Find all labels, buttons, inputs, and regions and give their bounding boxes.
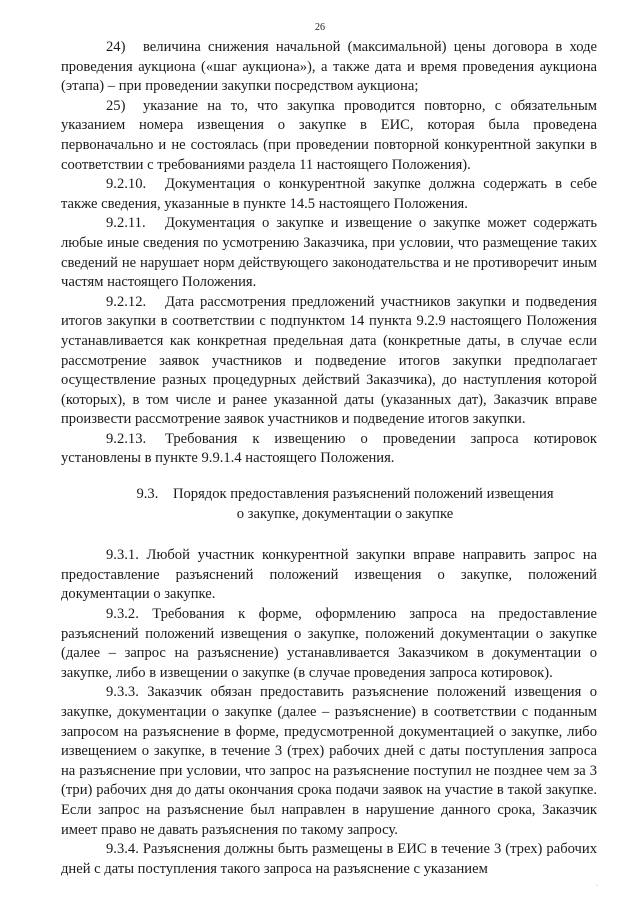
clause-9-2-13	[61, 430, 597, 469]
clause-text: Требования к извещению о проведении запроса котировок установлены в пункте 9.9.1.4 настоящего Положения.	[61, 430, 597, 467]
item-number: 24)	[106, 39, 126, 55]
list-item-24	[61, 38, 597, 97]
clause-number: 9.2.10.	[106, 176, 147, 193]
item-text: величина снижения начальной (максимальной) цены договора в ходе проведения аукциона («шаг аукциона»), а также дата и время проведения аукциона (этапа) – при проведении закупки посредством аукциона;	[61, 39, 597, 95]
clause-number: 9.2.11.	[106, 215, 146, 232]
clause-text: Документация о конкурентной закупке должна содержать в себе также сведения, указанные в пункте 14.5 настоящего Положения.	[61, 176, 597, 212]
clause-9-2-11	[61, 214, 597, 292]
item-number: 25)	[106, 97, 126, 114]
document-body	[61, 38, 597, 879]
clause-9-3-2: 9.3.2. Требования к форме, оформлению запроса на предоставление разъяснений положений извещения о закупке, положений документации о закупке (далее – запрос на разъяснение) устанавливается Заказчиком в документации о закупке, либо в извещении о закупке (в случае проведения запроса котировок).	[61, 606, 597, 681]
clause-9-3-3: 9.3.3. Заказчик обязан предоставить разъяснение положений извещения о закупке, документации о закупке (далее – разъяснение) в соответствии с поданным запросом на разъяснение в форме, предусмотренной документацией о закупке, либо извещением о закупке, в течение 3 (трех) рабочих дней с даты поступления запроса на разъяснение при условии, что запрос на разъяснение поступил не позднее чем за 3 (три) рабочих дня до даты окончания срока подачи заявок на участие в такой закупке. Если запрос на разъяснение был направлен в нарушение данного срока, Заказчик имеет право не давать разъяснения по такому запросу.	[61, 684, 597, 838]
clause-9-2-10	[61, 175, 597, 214]
clause-number: 9.2.12.	[106, 293, 147, 310]
clause-9-3-1: 9.3.1. Любой участник конкурентной закупки вправе направить запрос на предоставление разъяснений положений извещения о закупке, положений документации о закупке.	[61, 547, 597, 603]
clause-9-2-12	[61, 293, 597, 430]
clause-text: Дата рассмотрения предложений участников закупки и подведения итогов закупки в соответствии с подпунктом 14 пункта 9.2.9 настоящего Положения устанавливается как конкретная предельная дата (конкретные даты, в случае если рассмотрение заявок участников и подведение итогов закупки предполагает осуществление разных процедурных действий Заказчика), до наступления которой (которых), в том числе и ранее указанной даты (указанных дат), Заказчик вправе произвести рассмотрение заявок участников и подведение итогов закупки.	[61, 293, 597, 428]
item-text: указание на то, что закупка проводится повторно, с обязательным указанием номера извещения о закупке в ЕИС, которая была проведена первоначально и не состоялась (при проведении повторной конкурентной закупки в соответствии с требованиями раздела 11 настоящего Положения).	[61, 97, 597, 173]
scan-corner-mark: ·	[596, 883, 598, 889]
page-number: 26	[315, 22, 325, 33]
list-item-25	[61, 97, 597, 175]
clause-9-3-4: 9.3.4. Разъяснения должны быть размещены в ЕИС в течение 3 (трех) рабочих дней с даты поступления такого запроса на разъяснение с указанием	[61, 841, 597, 877]
section-heading-line-1: 9.3. Порядок предоставления разъяснений положений извещения	[136, 486, 554, 503]
clause-number: 9.2.13.	[106, 430, 147, 447]
section-heading-line-2: о закупке, документации о закупке	[236, 505, 454, 522]
clause-text: Документация о закупке и извещение о закупке может содержать любые иные сведения по усмотрению Заказчика, при условии, что размещение таких сведений не нарушает норм действующего законодательства и не противоречит иным частям настоящего Положения.	[61, 215, 597, 291]
section-heading	[61, 485, 597, 524]
